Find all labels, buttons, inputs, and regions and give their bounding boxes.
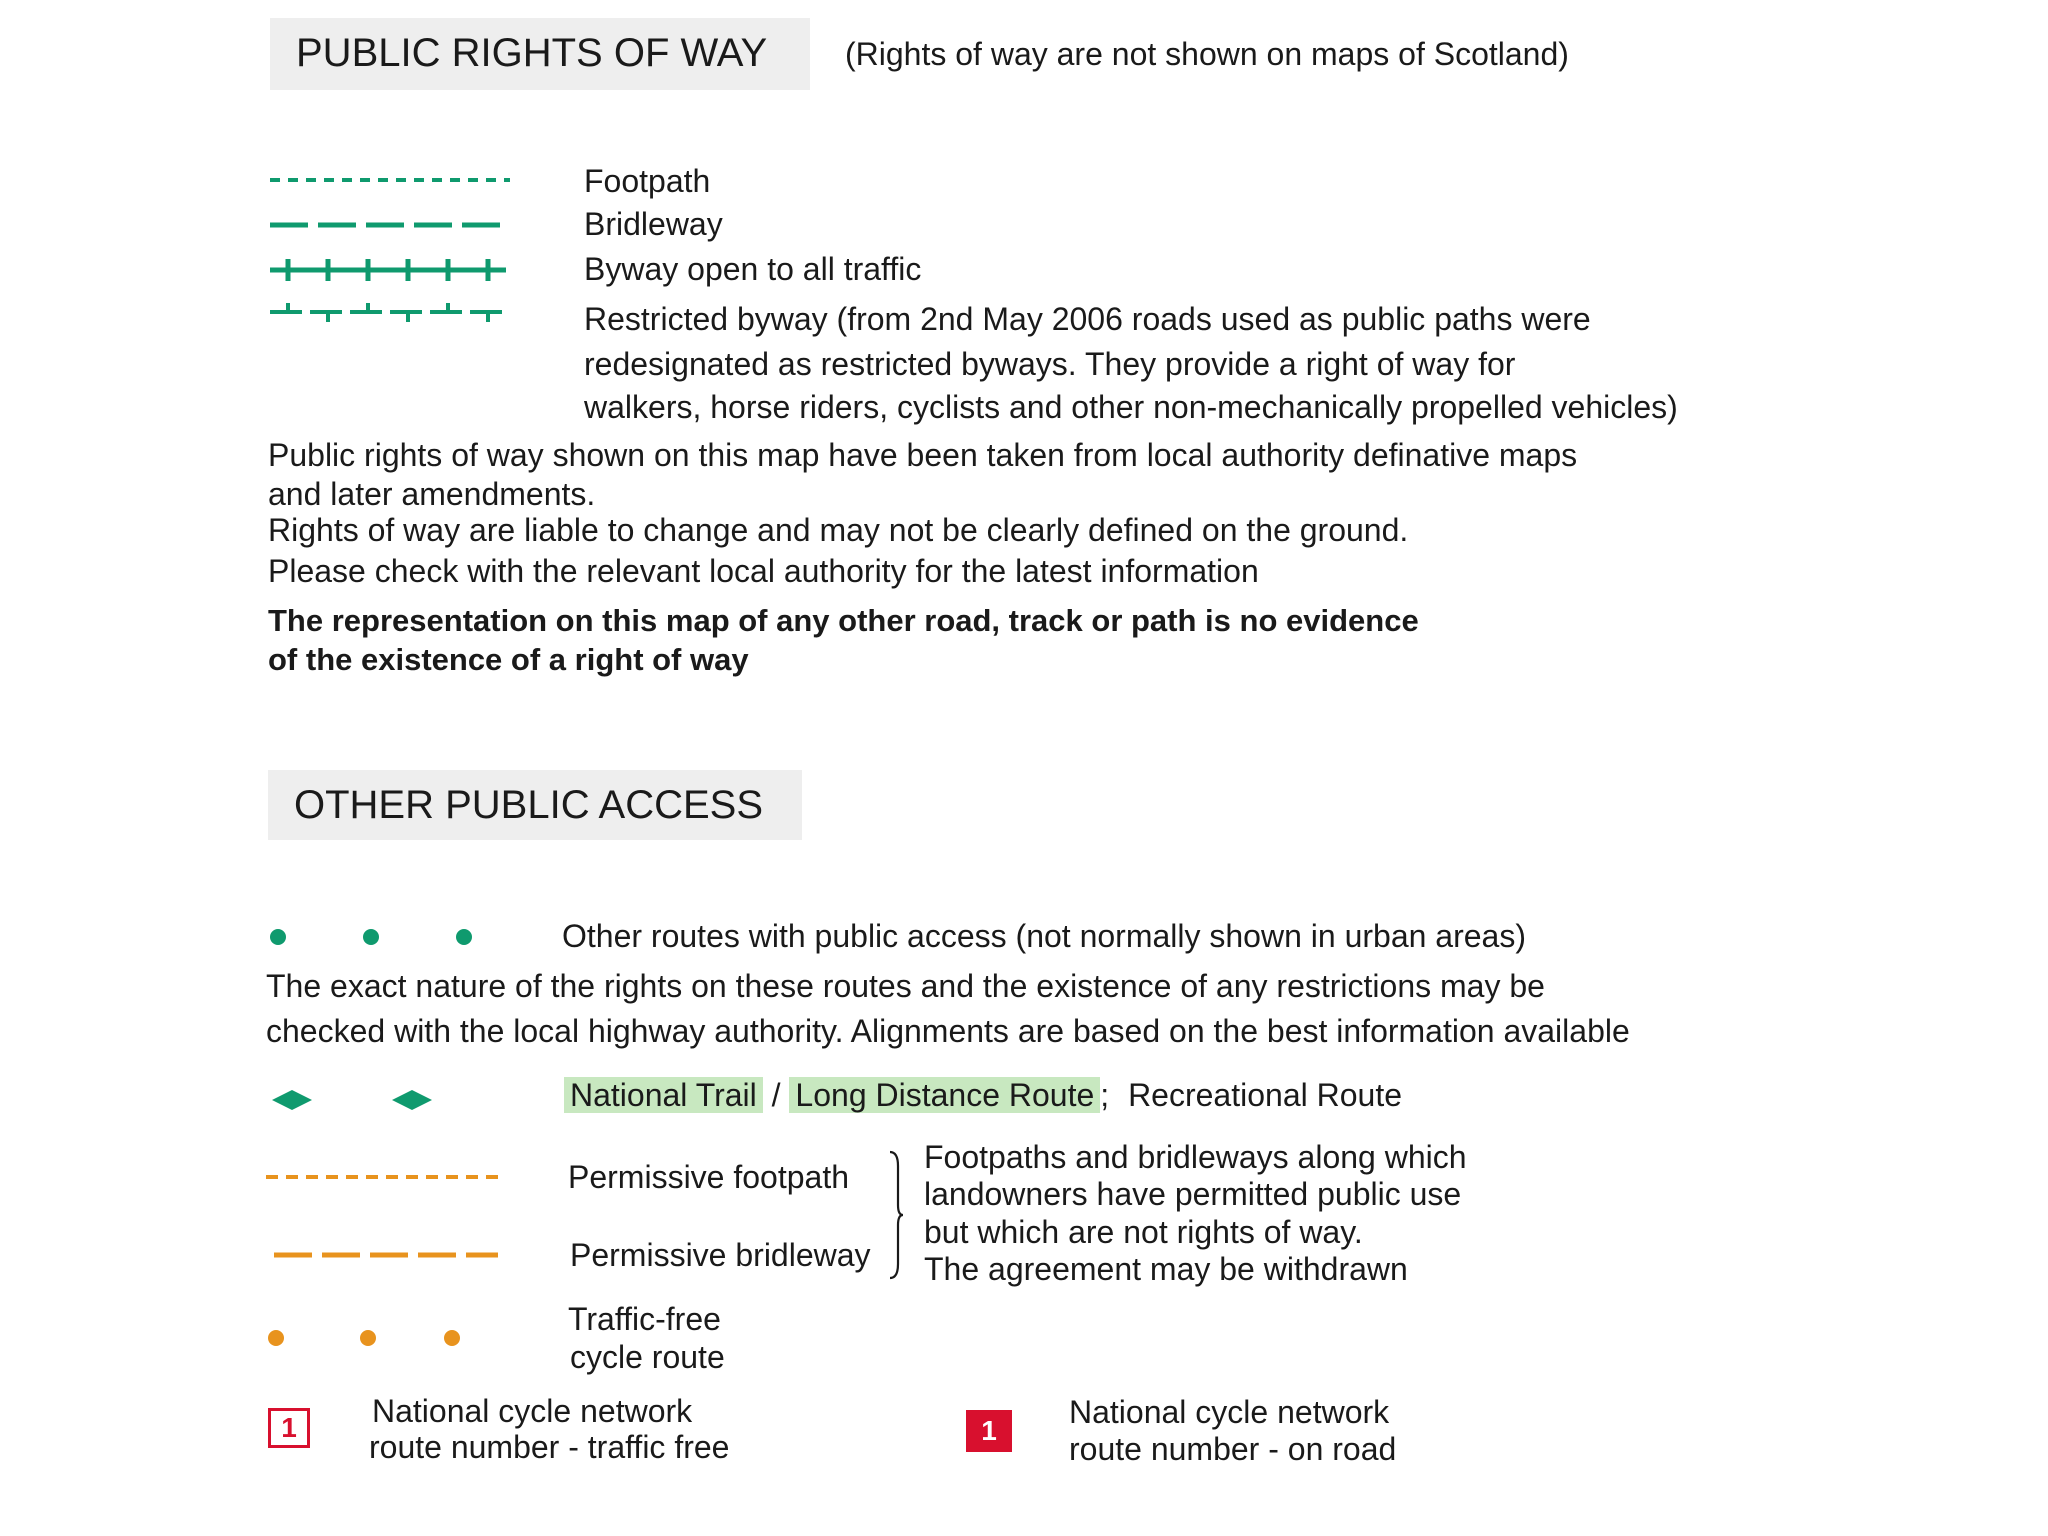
byway-label: Byway open to all traffic — [584, 251, 922, 287]
ncn-on-road-line-1: National cycle network — [1069, 1394, 1390, 1430]
ncn-on-road-number: 1 — [981, 1415, 997, 1446]
restricted-byway-line-1: Restricted byway (from 2nd May 2006 roads used as public paths were — [584, 301, 1591, 337]
footpath-label: Footpath — [584, 163, 711, 199]
national-trail-label: National Trail — [564, 1077, 763, 1113]
info-line-3: Rights of way are liable to change and may not be clearly defined on the ground. — [268, 512, 1409, 548]
ncn-traffic-free-line-1: National cycle network — [372, 1393, 693, 1429]
restricted-byway-symbol — [270, 300, 510, 328]
rights-of-way-heading-text: PUBLIC RIGHTS OF WAY — [296, 31, 768, 75]
bridleway-label: Bridleway — [584, 206, 723, 242]
ncn-on-road-line-2: route number - on road — [1069, 1431, 1397, 1467]
other-routes-symbol — [268, 925, 488, 949]
evidence-note-line-1: The representation on this map of any other road, track or path is no evidence — [268, 603, 1419, 638]
info-line-4: Please check with the relevant local authority for the latest information — [268, 553, 1259, 589]
ncn-traffic-free-badge — [268, 1408, 310, 1448]
footpath-symbol — [270, 170, 510, 190]
permissive-bridleway-label: Permissive bridleway — [570, 1237, 871, 1273]
info-line-2: and later amendments. — [268, 476, 596, 512]
other-routes-label: Other routes with public access (not normally shown in urban areas) — [562, 918, 1526, 954]
permissive-bridleway-symbol — [274, 1245, 498, 1265]
traffic-free-line-1: Traffic-free — [568, 1301, 721, 1337]
other-access-heading-text: OTHER PUBLIC ACCESS — [294, 783, 764, 827]
ncn-on-road-badge — [966, 1410, 1012, 1452]
permissive-note-line-3: but which are not rights of way. — [924, 1214, 1363, 1250]
bridleway-symbol — [270, 215, 510, 235]
trail-slash: / — [771, 1077, 781, 1113]
trail-legend — [564, 1076, 1402, 1114]
other-access-heading — [268, 770, 802, 840]
recreational-route-label: Recreational Route — [1128, 1077, 1402, 1113]
info-line-1: Public rights of way shown on this map have been taken from local authority definative maps — [268, 437, 1578, 473]
ncn-traffic-free-number: 1 — [281, 1412, 297, 1443]
trail-semicolon: ; — [1100, 1077, 1110, 1113]
permissive-footpath-label: Permissive footpath — [568, 1159, 850, 1195]
ncn-traffic-free-line-2: route number - traffic free — [369, 1429, 730, 1465]
permissive-brace — [888, 1150, 904, 1280]
scotland-note: (Rights of way are not shown on maps of Scotland) — [845, 36, 1569, 72]
long-distance-route-label: Long Distance Route — [789, 1077, 1100, 1113]
permissive-note-line-1: Footpaths and bridleways along which — [924, 1139, 1467, 1175]
permissive-footpath-symbol — [266, 1167, 506, 1187]
trail-diamond-symbol — [270, 1088, 450, 1112]
nature-line-2: checked with the local highway authority. Alignments are based on the best information available — [266, 1013, 1630, 1049]
rights-of-way-heading — [270, 18, 810, 90]
traffic-free-line-2: cycle route — [570, 1339, 725, 1375]
restricted-byway-line-3: walkers, horse riders, cyclists and other non-mechanically propelled vehicles) — [584, 389, 1678, 425]
nature-line-1: The exact nature of the rights on these routes and the existence of any restrictions may be — [266, 968, 1545, 1004]
evidence-note-line-2: of the existence of a right of way — [268, 642, 749, 677]
traffic-free-cycle-symbol — [266, 1326, 476, 1350]
restricted-byway-line-2: redesignated as restricted byways. They provide a right of way for — [584, 346, 1516, 382]
permissive-note-line-4: The agreement may be withdrawn — [924, 1251, 1408, 1287]
byway-symbol — [270, 256, 510, 284]
permissive-note-line-2: landowners have permitted public use — [924, 1176, 1462, 1212]
